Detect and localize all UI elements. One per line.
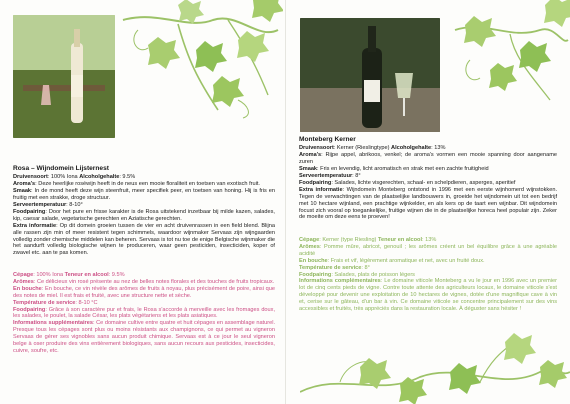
cepage-line: Cépage: Kerner (type Riesling) Teneur en alcool: 13% <box>299 237 437 243</box>
grape-vine-decoration-right-top <box>450 0 570 110</box>
rosa-french-description <box>13 272 275 355</box>
grape-line: Druivensoort: 100% Iona Alcoholgehalte: 9.5% <box>13 174 136 181</box>
extra-info-paragraph: Extra informatie: Op dit domein groeien tussen de vier en acht druivenrassen in een field blend. Blijna alle rassen zijn min of meer resistent tegen schimmels, waardoor wijnmaker Servaas zijn wijngaarden volledig zonder chemische middelen kan beheren. Servaas is tot nu toe de enige Belgische wijnmaker die het aandurft volledig biologische wijnen te produceren, waar geen pesticiden, insecticiden, koper of zwavel etc. aan te pas komen. <box>13 222 276 257</box>
aromes-paragraph: Arômes: Ce délicieux vin rosé présente au nez de belles notes florales et des touches de fruits tropicaux. <box>13 278 275 285</box>
grape-vine-decoration-right-bottom <box>300 322 570 404</box>
rosa-wine-photo <box>13 15 115 138</box>
temperature-service-line: Température de service: 8-10 °C <box>13 299 98 306</box>
temperature-line: Serveertemperatuur: 8-10° <box>13 202 83 209</box>
taste-paragraph: Smaak: In de mond heeft deze wijn steenfruit, meer specifiek peer, en toetsen van honing. Hij is fris en fruitig met een strakke, droge structuur. <box>13 188 275 202</box>
foodpairing-paragraph: Foodpairing: Door het pure en frisse karakter is de Rosa uitstekend inzetbaar bij milde kazen, salades, kip, caesar salade, vegetarische gerechten en Aziatische gerechten. <box>13 208 275 222</box>
kerner-french-description <box>299 237 557 313</box>
aroma-paragraph: Aroma's: Rijpe appel, abrikoos, venkel; de aroma's vormen een mooie spanning door aangename zuren <box>299 152 557 166</box>
foodpairing-fr-paragraph: Foodpairing: Grâce à son caractère pur et frais, le Rosa s'accorde à merveille avec les fromages doux, les salades, le poulet, la salade César, les plats végétariens et les plats asiatiques. <box>13 306 275 320</box>
info-complementaires-paragraph: Informations complémentaires: Le domaine viticole Monteberg a vu le jour en 1996 avec un premier lot de cinq cents pieds de vigne. Contre toute attente des agriculteurs locaux, le domaine viticole s'est développé pour devenir une exploitation de 10 hectares de vignes, dotée d'une magnifique cave à vin et, cerise sur le gâteau, d'un bar à vin. Ce domaine viticole se concentre principalement sur des vins accessibles et fruités, très appréciés dans la restauration locale. À déguster sans hésiter ! <box>299 278 557 313</box>
bouche-paragraph: En bouche: Frais et vif, légèrement aromatique et net, avec un fruité doux. <box>299 257 485 264</box>
wine-title: Rosa – Wijndomein Lijsternest <box>13 165 109 172</box>
taste-paragraph: Smaak: Fris en levendig, licht aromatisch en strak met een zachte fruitigheid <box>299 166 489 173</box>
grape-line: Druivensoort: Kerner (Rieslingtype) Alcoholgehalte: 13% <box>299 145 446 152</box>
aromes-paragraph: Arômes: Pomme mûre, abricot, genouil ; les arômes créent un bel équilibre grâce à une agréable acidité <box>299 243 557 257</box>
monteberg-kerner-photo <box>300 18 440 132</box>
kerner-dutch-description <box>299 137 557 221</box>
foodpairing-paragraph: Foodpairing: Salades, lichte visgerechten, schaal- en schelpdieren, asperges, aperitief <box>299 179 516 186</box>
grape-vine-decoration-left <box>118 0 283 125</box>
temperature-service-line: Température de service: 8° <box>299 264 370 271</box>
wine-title: Monteberg Kerner <box>299 136 356 143</box>
temperature-line: Serveertemperatuur: 8° <box>299 173 361 180</box>
extra-info-paragraph: Extra informatie: Wijndomein Monteberg ontstond in 1996 met een eerste wijnhomerd wijnstokken. Tegen de verwachtingen van de plaatselijke landbouwers in, groeide het wijndomein uit tot een bedrijf met 10 hectare wijnland, een prachtige wijnkelder, en als kers op de taart een wijnbar. Dit wijndomein focust zich vooral op toegankelijke, fruitige wijnen die in de plaatselijke horeca heel populair zijn. Zeker de moeite om deze eens te proeven! <box>299 186 558 221</box>
aroma-paragraph: Aroma's: Deze heerlijke roséwijn heeft in de neus een mooie floraliteit en toetsen van exotisch fruit. <box>13 181 260 188</box>
info-supplementaires-paragraph: Informations supplémentaires: Ce domaine cultive entre quatre et huit cépages en assemblage naturel. Presque tous les cépages sont plus ou moins résistants aux champignons, ce qui permet au vigneron Servaas de gérer ses vignobles sans aucun produit chimique. Servaas est à ce jour le seul vigneron belge à oser produire des vins entièrement biologiques, sans aucun recours aux pesticides, insecticides, cuivre, soufre, etc. <box>13 320 275 354</box>
foodpairing-fr-paragraph: Foodpairing: Salades, plats de poisson légers <box>299 271 415 278</box>
cepage-line: Cépage: 100% Iona Teneur en alcool: 9.5% <box>13 272 125 278</box>
rosa-dutch-description <box>13 166 275 257</box>
bouche-paragraph: En bouche: En bouche, ce vin révèle des arômes de fruits à noyau, plus précisément de poire, ainsi que des notes de miel. Il est frais et fruité, avec une structure nette et sèche. <box>13 285 276 299</box>
